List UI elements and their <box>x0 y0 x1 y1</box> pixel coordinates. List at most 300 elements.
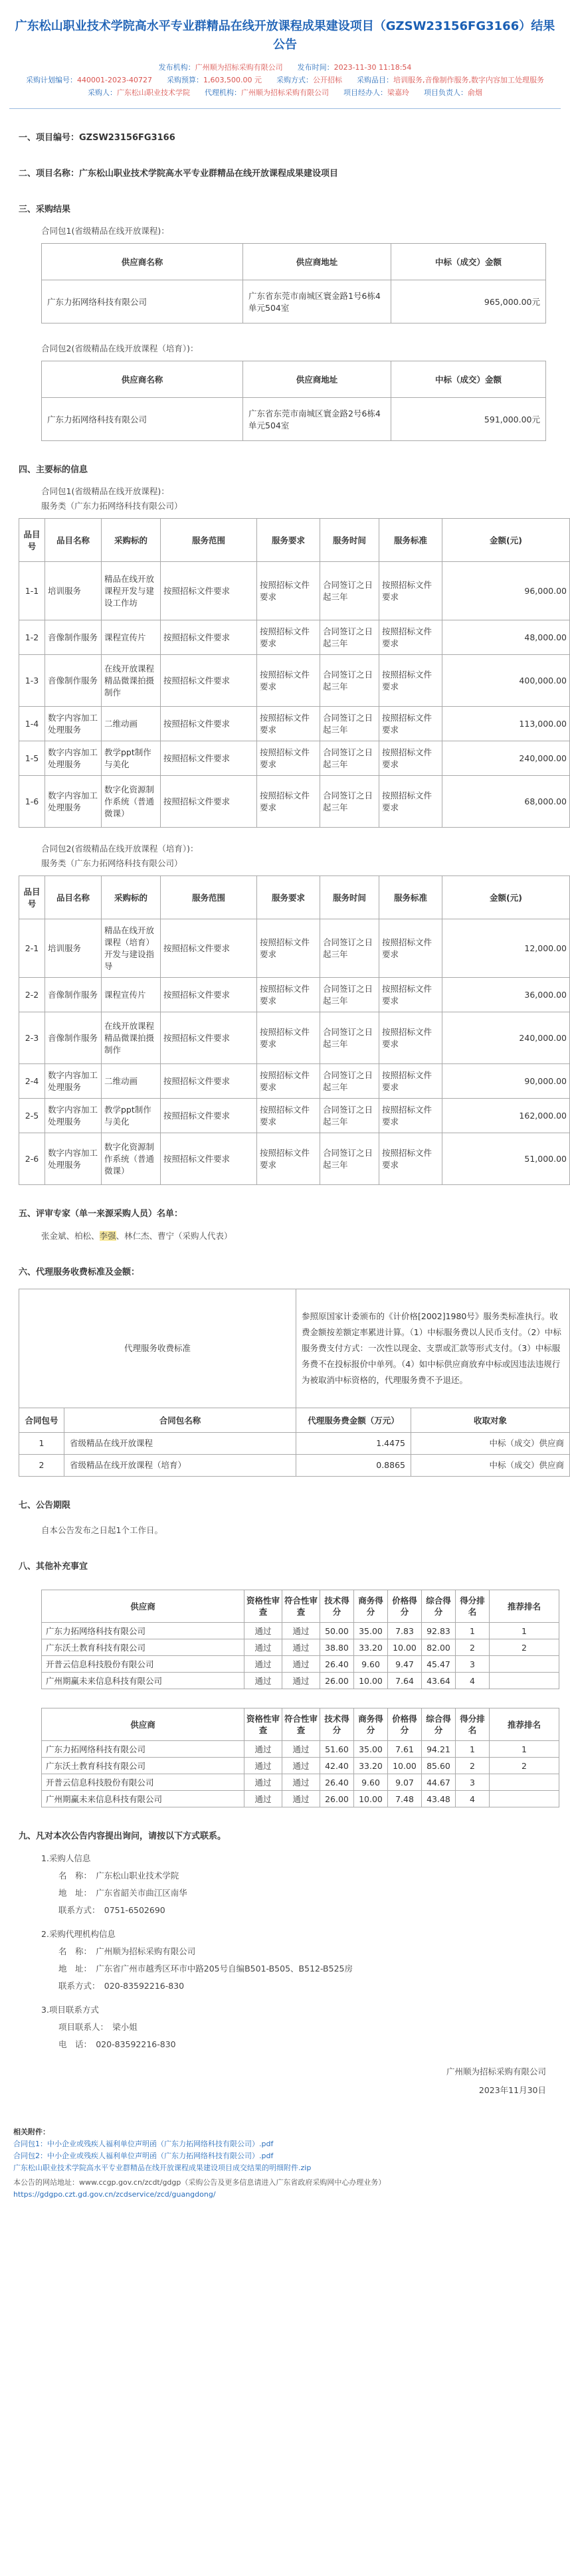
package-label: 合同包1(省级精品在线开放课程)： <box>41 486 169 496</box>
item-standard: 按照招标文件要求 <box>379 1133 442 1185</box>
score-technical: 51.60 <box>320 1741 354 1758</box>
score-compliance: 通过 <box>282 1774 320 1791</box>
score-price: 7.48 <box>388 1791 422 1807</box>
attachment-link[interactable]: 广东松山职业技术学院高水平专业群精品在线开放课程成果建设项目成交结果的明细附件.zip <box>13 2163 312 2172</box>
contact-block <box>41 1850 561 2053</box>
item-standard: 按照招标文件要求 <box>379 1099 442 1133</box>
score-total: 92.83 <box>422 1623 456 1639</box>
item-time: 合同签订之日起三年 <box>320 655 379 707</box>
item-time: 合同签订之日起三年 <box>320 620 379 655</box>
item-requirement: 按照招标文件要求 <box>257 655 320 707</box>
purchaser-title: 1.采购人信息 <box>41 1853 91 1863</box>
col-header: 得分排名 <box>456 1590 490 1623</box>
table-header-row <box>19 1408 570 1433</box>
fee-amount: 1.4475 <box>296 1433 411 1455</box>
score-technical: 42.40 <box>320 1758 354 1774</box>
fee-standard-label: 代理服务收费标准 <box>19 1289 296 1408</box>
score-qualification: 通过 <box>244 1639 282 1656</box>
supplier-address: 广东省东莞市南城区寰金路2号6栋4单元504室 <box>243 398 391 441</box>
experts-highlight: 李强 <box>99 1231 116 1241</box>
item-target: 教学ppt制作与美化 <box>102 741 161 776</box>
col-header: 代理服务费金额（万元） <box>296 1408 411 1433</box>
meta-item <box>159 61 283 74</box>
item-requirement: 按照招标文件要求 <box>257 978 320 1012</box>
meta-key: 采购人： <box>88 88 117 97</box>
col-header: 技术得分 <box>320 1590 354 1623</box>
meta-value: 培训服务,音像制作服务,数字内容加工处理服务 <box>393 76 544 84</box>
meta-row-2 <box>9 74 561 86</box>
experts-text: 、林仁杰、曹宁（采购人代表） <box>116 1231 233 1241</box>
table-row <box>19 1099 570 1133</box>
score-rank: 2 <box>456 1639 490 1656</box>
item-category: 数字内容加工处理服务 <box>45 707 102 741</box>
item-amount: 240,000.00 <box>442 741 570 776</box>
item-scope: 按照招标文件要求 <box>161 741 257 776</box>
meta-key: 发布时间： <box>297 63 334 72</box>
score-compliance: 通过 <box>282 1623 320 1639</box>
project-contact-person: 项目联系人： 梁小姐 <box>58 2022 138 2032</box>
table-row <box>19 707 570 741</box>
item-requirement: 按照招标文件要求 <box>257 741 320 776</box>
announcement-period-text: 自本公告发布之日起1个工作日。 <box>41 1525 163 1535</box>
score-compliance: 通过 <box>282 1741 320 1758</box>
table-header-row <box>19 519 570 562</box>
result-table-package-2 <box>41 361 546 441</box>
meta-value: 广东松山职业技术学院 <box>117 88 190 97</box>
item-amount: 90,000.00 <box>442 1064 570 1099</box>
col-header: 商务得分 <box>354 1708 388 1741</box>
item-time: 合同签订之日起三年 <box>320 919 379 978</box>
col-header: 供应商 <box>42 1708 244 1741</box>
meta-value: 1,603,500.00 元 <box>203 76 262 84</box>
item-amount: 96,000.00 <box>442 562 570 620</box>
item-no: 2-1 <box>19 919 45 978</box>
col-header: 品目号 <box>19 519 45 562</box>
score-rank: 3 <box>456 1656 490 1673</box>
table-header-row <box>42 1590 559 1623</box>
score-rank: 3 <box>456 1774 490 1791</box>
meta-item <box>167 74 262 86</box>
item-requirement: 按照招标文件要求 <box>257 1064 320 1099</box>
table-row <box>19 1433 570 1455</box>
score-supplier: 广东力拓网络科技有限公司 <box>42 1741 244 1758</box>
item-time: 合同签订之日起三年 <box>320 1012 379 1064</box>
score-technical: 26.40 <box>320 1774 354 1791</box>
item-scope: 按照招标文件要求 <box>161 776 257 828</box>
score-rank: 4 <box>456 1673 490 1689</box>
item-scope: 按照招标文件要求 <box>161 562 257 620</box>
table-row <box>42 1758 559 1774</box>
section-project-name: 二、项目名称：广东松山职业技术学院高水平专业群精品在线开放课程成果建设项目 <box>19 169 339 179</box>
item-time: 合同签订之日起三年 <box>320 1133 379 1185</box>
experts-list <box>41 1229 561 1243</box>
score-total: 43.64 <box>422 1673 456 1689</box>
item-amount: 68,000.00 <box>442 776 570 828</box>
attachments-block <box>13 2126 561 2201</box>
item-no: 1-3 <box>19 655 45 707</box>
agency-phone: 联系方式： 020-83592216-830 <box>58 1981 185 1991</box>
item-requirement: 按照招标文件要求 <box>257 707 320 741</box>
item-amount: 162,000.00 <box>442 1099 570 1133</box>
score-total: 82.00 <box>422 1639 456 1656</box>
item-amount: 12,000.00 <box>442 919 570 978</box>
table-row <box>19 776 570 828</box>
meta-block <box>9 61 561 99</box>
meta-value: 广州顺为招标采购有限公司 <box>195 63 283 72</box>
item-target: 二维动画 <box>102 1064 161 1099</box>
supplier-name: 广东力拓网络科技有限公司 <box>42 280 243 323</box>
col-header: 商务得分 <box>354 1590 388 1623</box>
announcement-page <box>0 17 570 2201</box>
meta-row-1 <box>9 61 561 74</box>
item-no: 2-3 <box>19 1012 45 1064</box>
score-recommend-rank: 1 <box>490 1741 559 1758</box>
attachment-link[interactable]: 合同包2：中小企业或残疾人福利单位声明函（广东力拓网络科技有限公司）.pdf <box>13 2152 274 2160</box>
item-target: 精品在线开放课程（培育）开发与建设指导 <box>102 919 161 978</box>
table-row <box>42 1673 559 1689</box>
attachment-link[interactable]: 合同包1：中小企业或残疾人福利单位声明函（广东力拓网络科技有限公司）.pdf <box>13 2140 274 2148</box>
section-procurement-result: 三、采购结果 <box>19 205 71 215</box>
item-target: 精品在线开放课程开发与建设工作坊 <box>102 562 161 620</box>
score-compliance: 通过 <box>282 1758 320 1774</box>
signature-org: 广州顺为招标采购有限公司 <box>446 2067 546 2076</box>
item-time: 合同签订之日起三年 <box>320 707 379 741</box>
score-rank: 4 <box>456 1791 490 1807</box>
item-no: 2-5 <box>19 1099 45 1133</box>
item-no: 2-6 <box>19 1133 45 1185</box>
agency-title: 2.采购代理机构信息 <box>41 1929 116 1939</box>
item-category: 数字内容加工处理服务 <box>45 1099 102 1133</box>
agency-address: 地 址： 广东省广州市越秀区环市中路205号自编B501-B505、B512-B525房 <box>58 1964 353 1974</box>
item-scope: 按照招标文件要求 <box>161 919 257 978</box>
meta-value: 广州顺为招标采购有限公司 <box>241 88 329 97</box>
meta-key: 项目负责人： <box>424 88 468 97</box>
table-row <box>42 1741 559 1758</box>
item-standard: 按照招标文件要求 <box>379 776 442 828</box>
result-table-package-1 <box>41 243 546 323</box>
col-header: 服务标准 <box>379 876 442 919</box>
score-supplier: 广州期赢未来信息科技有限公司 <box>42 1791 244 1807</box>
col-header: 中标（成交）金额 <box>391 361 546 398</box>
score-price: 10.00 <box>388 1639 422 1656</box>
item-target: 在线开放课程精品微课拍摄制作 <box>102 1012 161 1064</box>
item-standard: 按照招标文件要求 <box>379 741 442 776</box>
fee-amount: 0.8865 <box>296 1455 411 1477</box>
meta-value: 俞烟 <box>468 88 482 97</box>
agency-fee-table <box>19 1289 570 1477</box>
table-header-row <box>42 361 546 398</box>
fee-target: 中标（成交）供应商 <box>411 1455 570 1477</box>
score-qualification: 通过 <box>244 1623 282 1639</box>
table-header-row <box>42 244 546 280</box>
item-standard: 按照招标文件要求 <box>379 562 442 620</box>
purchaser-address: 地 址： 广东省韶关市曲江区南华 <box>58 1888 187 1898</box>
meta-key: 采购预算： <box>166 76 203 84</box>
table-row <box>19 741 570 776</box>
fee-target: 中标（成交）供应商 <box>411 1433 570 1455</box>
score-technical: 50.00 <box>320 1623 354 1639</box>
table-row <box>19 978 570 1012</box>
section-announcement-period: 七、公告期限 <box>19 1501 71 1511</box>
award-amount: 591,000.00元 <box>391 398 546 441</box>
table-row <box>42 1623 559 1639</box>
package-label: 合同包1(省级精品在线开放课程)： <box>41 226 169 236</box>
score-total: 94.21 <box>422 1741 456 1758</box>
item-requirement: 按照招标文件要求 <box>257 1133 320 1185</box>
col-header: 服务要求 <box>257 876 320 919</box>
fee-package-no: 1 <box>19 1433 64 1455</box>
item-target: 在线开放课程精品微课拍摄制作 <box>102 655 161 707</box>
score-business: 9.60 <box>354 1774 388 1791</box>
item-no: 1-1 <box>19 562 45 620</box>
col-header: 价格得分 <box>388 1708 422 1741</box>
col-header: 综合得分 <box>422 1590 456 1623</box>
score-business: 10.00 <box>354 1673 388 1689</box>
col-header: 资格性审查 <box>244 1708 282 1741</box>
col-header: 服务时间 <box>320 519 379 562</box>
score-qualification: 通过 <box>244 1758 282 1774</box>
item-category: 音像制作服务 <box>45 1012 102 1064</box>
meta-item <box>357 74 544 86</box>
col-header: 品目名称 <box>45 519 102 562</box>
col-header: 品目号 <box>19 876 45 919</box>
item-standard: 按照招标文件要求 <box>379 919 442 978</box>
fee-package-name: 省级精品在线开放课程（培育） <box>64 1455 296 1477</box>
table-row <box>19 1064 570 1099</box>
col-header: 得分排名 <box>456 1708 490 1741</box>
item-category: 音像制作服务 <box>45 620 102 655</box>
meta-row-3 <box>9 86 561 99</box>
item-no: 1-6 <box>19 776 45 828</box>
col-header: 供应商地址 <box>243 244 391 280</box>
item-requirement: 按照招标文件要求 <box>257 1012 320 1064</box>
score-total: 45.47 <box>422 1656 456 1673</box>
score-technical: 38.80 <box>320 1639 354 1656</box>
section-project-number: 一、项目编号：GZSW23156FG3166 <box>19 133 175 143</box>
table-header-row <box>42 1708 559 1741</box>
score-rank: 2 <box>456 1758 490 1774</box>
item-standard: 按照招标文件要求 <box>379 1064 442 1099</box>
col-header: 中标（成交）金额 <box>391 244 546 280</box>
attachments-label: 相关附件： <box>13 2128 50 2136</box>
meta-item <box>205 86 329 99</box>
meta-item <box>276 74 342 86</box>
score-supplier: 广东力拓网络科技有限公司 <box>42 1623 244 1639</box>
col-header: 服务范围 <box>161 519 257 562</box>
score-price: 7.61 <box>388 1741 422 1758</box>
table-row <box>19 1133 570 1185</box>
score-recommend-rank: 2 <box>490 1639 559 1656</box>
score-price: 7.83 <box>388 1623 422 1639</box>
item-target: 课程宣传片 <box>102 978 161 1012</box>
score-compliance: 通过 <box>282 1656 320 1673</box>
score-recommend-rank <box>490 1774 559 1791</box>
item-time: 合同签订之日起三年 <box>320 776 379 828</box>
col-header: 合同包名称 <box>64 1408 296 1433</box>
item-target: 数字化资源制作系统（普通微课） <box>102 776 161 828</box>
section-main-items: 四、主要标的信息 <box>19 465 88 475</box>
score-business: 33.20 <box>354 1639 388 1656</box>
item-time: 合同签订之日起三年 <box>320 1064 379 1099</box>
score-recommend-rank <box>490 1673 559 1689</box>
col-header: 推荐排名 <box>490 1590 559 1623</box>
item-requirement: 按照招标文件要求 <box>257 562 320 620</box>
score-price: 9.47 <box>388 1656 422 1673</box>
item-standard: 按照招标文件要求 <box>379 1012 442 1064</box>
item-target: 数字化资源制作系统（普通微课） <box>102 1133 161 1185</box>
score-supplier: 广东沃土教育科技有限公司 <box>42 1639 244 1656</box>
item-scope: 按照招标文件要求 <box>161 707 257 741</box>
col-header: 技术得分 <box>320 1708 354 1741</box>
item-category: 数字内容加工处理服务 <box>45 776 102 828</box>
col-header: 采购标的 <box>102 519 161 562</box>
item-target: 课程宣传片 <box>102 620 161 655</box>
col-header: 资格性审查 <box>244 1590 282 1623</box>
score-total: 85.60 <box>422 1758 456 1774</box>
table-row <box>19 620 570 655</box>
package-label: 合同包2(省级精品在线开放课程（培育）)： <box>41 343 199 353</box>
score-table-package-1 <box>41 1590 559 1689</box>
item-standard: 按照招标文件要求 <box>379 978 442 1012</box>
purchaser-name: 名 称： 广东松山职业技术学院 <box>58 1871 179 1881</box>
score-total: 43.48 <box>422 1791 456 1807</box>
item-no: 1-2 <box>19 620 45 655</box>
item-time: 合同签订之日起三年 <box>320 741 379 776</box>
item-category: 培训服务 <box>45 919 102 978</box>
col-header: 服务范围 <box>161 876 257 919</box>
fee-standard-text: 参照原国家计委颁布的《计价格[2002]1980号》服务类标准执行。收费金额按差额定率累进计算。（1）中标服务费以人民币支付。（2）中标服务费支付方式：一次性以现金、支票或汇款等形式支付。（3）中标服务费不在投标报价中单列。（4）如中标供应商放弃中标或因违法违规行为被取消中标资格的，代理服务费不予退还。 <box>296 1289 570 1408</box>
item-target: 教学ppt制作与美化 <box>102 1099 161 1133</box>
table-row <box>42 1656 559 1673</box>
item-standard: 按照招标文件要求 <box>379 620 442 655</box>
package-sublabel: 服务类（广东力拓网络科技有限公司） <box>41 858 183 868</box>
score-technical: 26.40 <box>320 1656 354 1673</box>
score-business: 35.00 <box>354 1741 388 1758</box>
meta-key: 发布机构： <box>158 63 195 72</box>
header-divider <box>9 108 561 109</box>
table-row <box>42 1639 559 1656</box>
item-no: 1-5 <box>19 741 45 776</box>
col-header: 符合性审查 <box>282 1708 320 1741</box>
col-header: 供应商名称 <box>42 361 243 398</box>
signature-block <box>9 2063 546 2100</box>
table-header-row <box>19 876 570 919</box>
score-qualification: 通过 <box>244 1673 282 1689</box>
page-title: 广东松山职业技术学院高水平专业群精品在线开放课程成果建设项目（GZSW23156FG3166）结果公告 <box>15 19 555 52</box>
item-category: 数字内容加工处理服务 <box>45 741 102 776</box>
item-scope: 按照招标文件要求 <box>161 1099 257 1133</box>
score-recommend-rank: 1 <box>490 1623 559 1639</box>
score-recommend-rank: 2 <box>490 1758 559 1774</box>
item-standard: 按照招标文件要求 <box>379 707 442 741</box>
meta-item <box>343 86 409 99</box>
score-price: 9.07 <box>388 1774 422 1791</box>
meta-value: 440001-2023-40727 <box>77 76 152 84</box>
supplier-address: 广东省东莞市南城区寰金路1号6栋4单元504室 <box>243 280 391 323</box>
section-contact: 九、凡对本次公告内容提出询问，请按以下方式联系。 <box>19 1831 227 1841</box>
score-supplier: 开普云信息科技股份有限公司 <box>42 1656 244 1673</box>
score-compliance: 通过 <box>282 1791 320 1807</box>
score-total: 44.67 <box>422 1774 456 1791</box>
meta-value: 公开招标 <box>312 76 342 84</box>
project-contact-title: 3.项目联系方式 <box>41 2005 99 2015</box>
score-recommend-rank <box>490 1791 559 1807</box>
item-requirement: 按照招标文件要求 <box>257 776 320 828</box>
meta-key: 采购品目： <box>356 76 393 84</box>
score-business: 9.60 <box>354 1656 388 1673</box>
meta-item <box>26 74 152 86</box>
col-header: 采购标的 <box>102 876 161 919</box>
item-requirement: 按照招标文件要求 <box>257 919 320 978</box>
item-category: 音像制作服务 <box>45 655 102 707</box>
supplier-name: 广东力拓网络科技有限公司 <box>42 398 243 441</box>
section-agency-fee: 六、代理服务收费标准及金额： <box>19 1267 140 1277</box>
item-scope: 按照招标文件要求 <box>161 1133 257 1185</box>
item-time: 合同签订之日起三年 <box>320 562 379 620</box>
score-qualification: 通过 <box>244 1741 282 1758</box>
score-supplier: 广州期赢未来信息科技有限公司 <box>42 1673 244 1689</box>
score-compliance: 通过 <box>282 1639 320 1656</box>
project-contact-phone: 电 话： 020-83592216-830 <box>58 2039 176 2049</box>
score-price: 7.64 <box>388 1673 422 1689</box>
col-header: 金额(元) <box>442 519 570 562</box>
table-row <box>19 1455 570 1477</box>
table-row <box>19 1012 570 1064</box>
item-requirement: 按照招标文件要求 <box>257 1099 320 1133</box>
col-header: 供应商 <box>42 1590 244 1623</box>
item-time: 合同签订之日起三年 <box>320 978 379 1012</box>
item-amount: 113,000.00 <box>442 707 570 741</box>
item-category: 数字内容加工处理服务 <box>45 1064 102 1099</box>
meta-key: 代理机构： <box>205 88 241 97</box>
table-row <box>42 398 546 441</box>
score-supplier: 开普云信息科技股份有限公司 <box>42 1774 244 1791</box>
meta-value: 梁嘉玲 <box>387 88 409 97</box>
table-row <box>19 655 570 707</box>
col-header: 服务时间 <box>320 876 379 919</box>
item-time: 合同签订之日起三年 <box>320 1099 379 1133</box>
meta-value: 2023-11-30 11:18:54 <box>333 63 412 72</box>
score-table-package-2 <box>41 1708 559 1807</box>
item-amount: 400,000.00 <box>442 655 570 707</box>
item-scope: 按照招标文件要求 <box>161 620 257 655</box>
item-amount: 51,000.00 <box>442 1133 570 1185</box>
item-standard: 按照招标文件要求 <box>379 655 442 707</box>
meta-key: 采购方式： <box>276 76 313 84</box>
site-url-link[interactable]: https://gdgpo.czt.gd.gov.cn/zcdservice/zcd/guangdong/ <box>13 2190 216 2199</box>
col-header: 推荐排名 <box>490 1708 559 1741</box>
score-supplier: 广东沃土教育科技有限公司 <box>42 1758 244 1774</box>
items-table-package-2 <box>19 875 570 1185</box>
site-footer-note: 本公告的网站地址：www.ccgp.gov.cn/zcdt/gdgp（采购公告及更多信息请进入广东省政府采购网中心办理业务） <box>13 2178 386 2187</box>
score-business: 35.00 <box>354 1623 388 1639</box>
score-business: 33.20 <box>354 1758 388 1774</box>
col-header: 金额(元) <box>442 876 570 919</box>
col-header: 价格得分 <box>388 1590 422 1623</box>
score-technical: 26.00 <box>320 1791 354 1807</box>
item-target: 二维动画 <box>102 707 161 741</box>
item-scope: 按照招标文件要求 <box>161 1064 257 1099</box>
meta-key: 项目经办人： <box>343 88 387 97</box>
table-row <box>42 1791 559 1807</box>
item-category: 数字内容加工处理服务 <box>45 1133 102 1185</box>
table-row <box>19 919 570 978</box>
score-qualification: 通过 <box>244 1774 282 1791</box>
fee-package-no: 2 <box>19 1455 64 1477</box>
col-header: 合同包号 <box>19 1408 64 1433</box>
col-header: 符合性审查 <box>282 1590 320 1623</box>
item-category: 培训服务 <box>45 562 102 620</box>
